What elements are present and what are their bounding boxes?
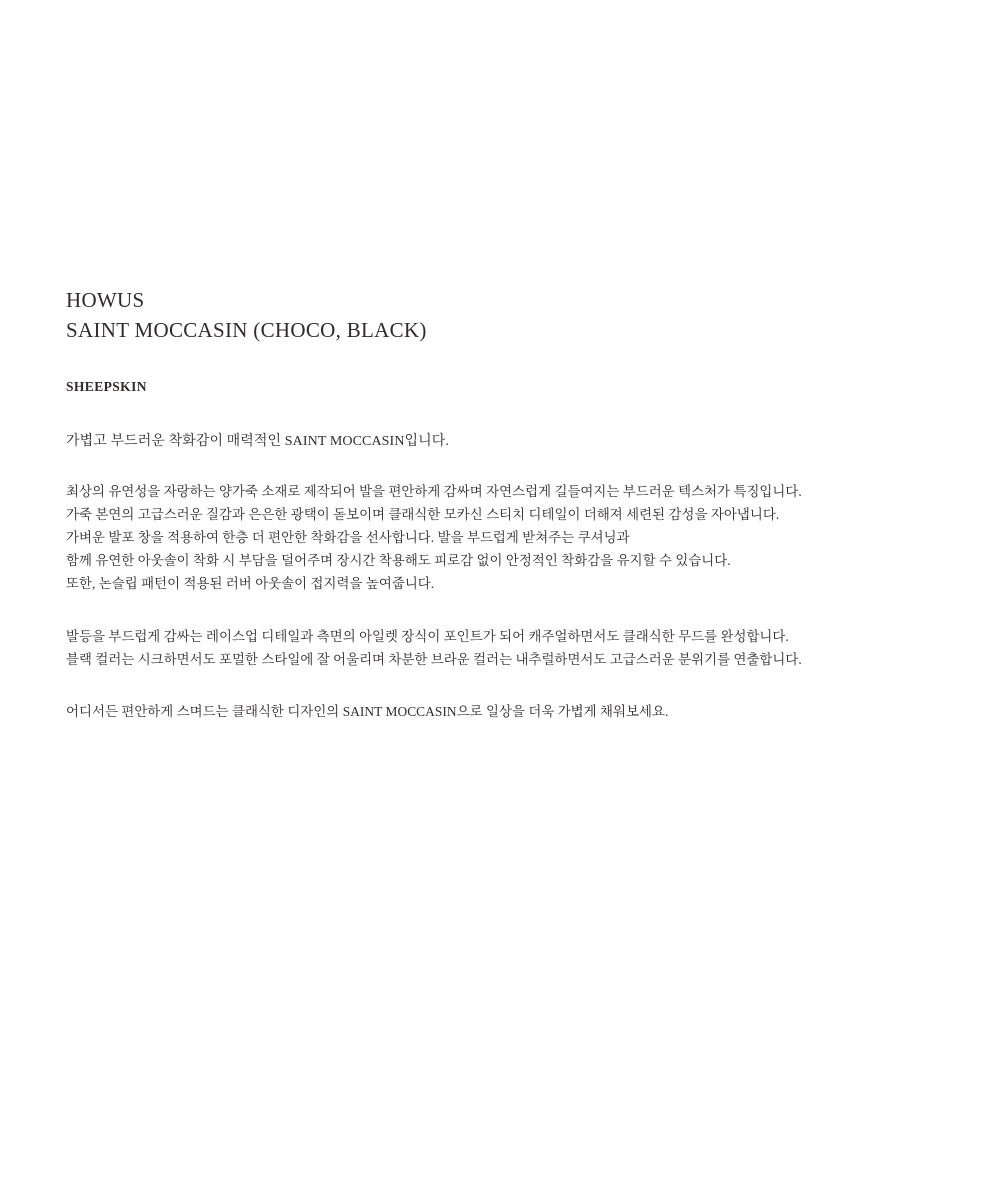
page-title: SAINT MOCCASIN (CHOCO, BLACK) bbox=[66, 317, 427, 342]
product-heading bbox=[66, 286, 966, 346]
description-paragraph-1 bbox=[66, 480, 966, 595]
lead-paragraph: 가볍고 부드러운 착화감이 매력적인 SAINT MOCCASIN입니다. bbox=[66, 433, 450, 449]
description-content bbox=[66, 286, 966, 720]
paragraph-line: 가죽 본연의 고급스러운 질감과 은은한 광택이 돋보이며 클래식한 모카신 스티치 디테일이 더해져 세련된 감성을 자아냅니다. bbox=[66, 506, 780, 522]
paragraph-line: 최상의 유연성을 자랑하는 양가죽 소재로 제작되어 발을 편안하게 감싸며 자연스럽게 길들여지는 부드러운 텍스처가 특징입니다. bbox=[66, 483, 802, 499]
paragraph-line: 발등을 부드럽게 감싸는 레이스업 디테일과 측면의 아일렛 장식이 포인트가 되어 캐주얼하면서도 클래식한 무드를 완성합니다. bbox=[66, 628, 789, 644]
brand-name: HOWUS bbox=[66, 288, 145, 312]
material-label: SHEEPSKIN bbox=[66, 378, 147, 394]
description-paragraph-2 bbox=[66, 625, 966, 671]
paragraph-line: 가벼운 발포 창을 적용하여 한층 더 편안한 착화감을 선사합니다. 발을 부드럽게 받쳐주는 쿠셔닝과 bbox=[66, 529, 630, 545]
closing-paragraph: 어디서든 편안하게 스며드는 클래식한 디자인의 SAINT MOCCASIN으로 일상을 더욱 가볍게 채워보세요. bbox=[66, 703, 669, 719]
paragraph-line: 또한, 논슬립 패턴이 적용된 러버 아웃솔이 접지력을 높여줍니다. bbox=[66, 575, 435, 591]
paragraph-line: 블랙 컬러는 시크하면서도 포멀한 스타일에 잘 어울리며 차분한 브라운 컬러는 내추럴하면서도 고급스러운 분위기를 연출합니다. bbox=[66, 651, 802, 667]
paragraph-line: 함께 유연한 아웃솔이 착화 시 부담을 덜어주며 장시간 착용해도 피로감 없이 안정적인 착화감을 유지할 수 있습니다. bbox=[66, 552, 731, 568]
